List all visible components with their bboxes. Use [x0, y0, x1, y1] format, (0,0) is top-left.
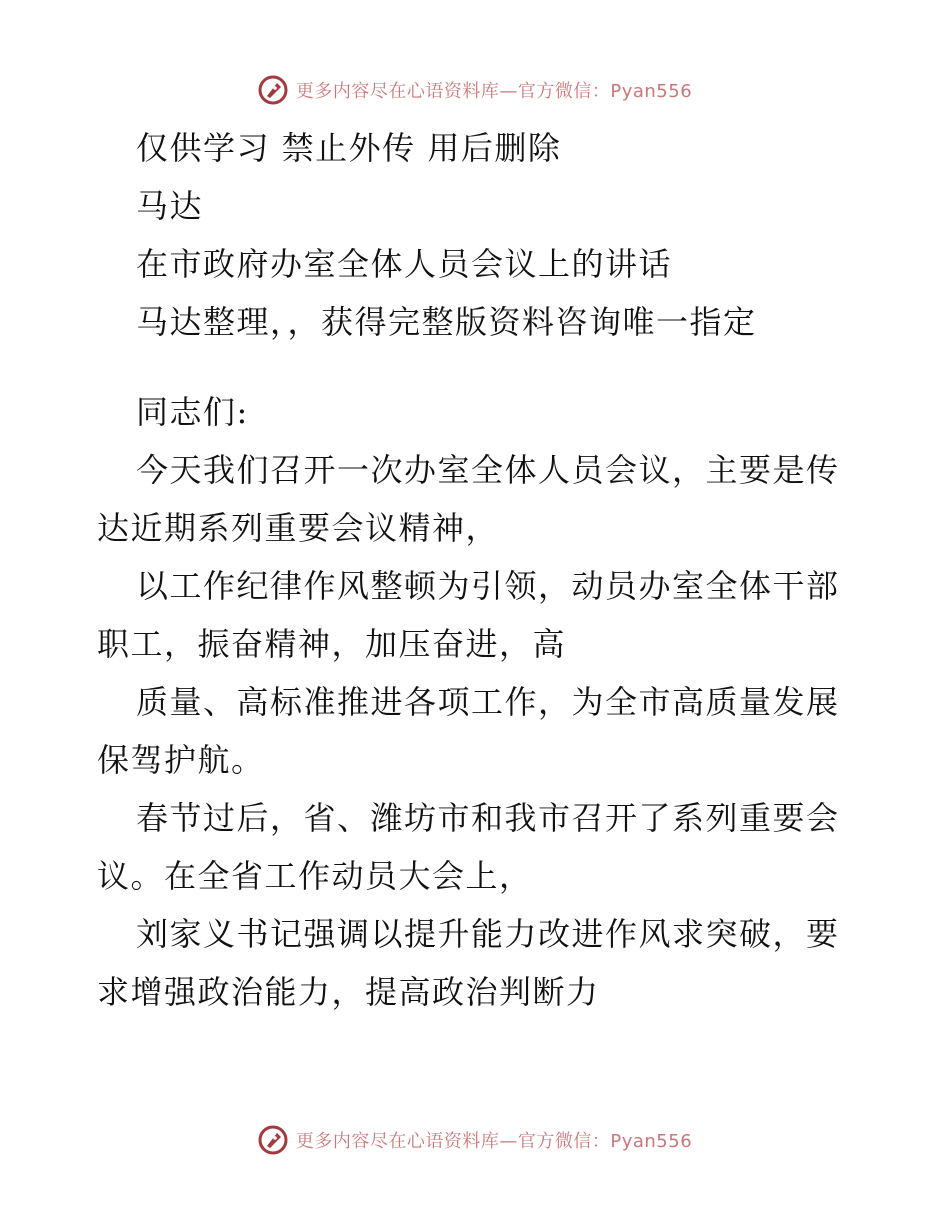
source-note-line: 马达整理，，获得完整版资料咨询唯一指定: [136, 303, 757, 341]
paragraph-4-line-1: 春节过后，省、潍坊市和我市召开了系列重要会: [136, 799, 840, 837]
paragraph-1-line-2: 达近期系列重要会议精神，: [97, 509, 500, 547]
notice-line: 仅供学习 禁止外传 用后删除: [136, 129, 562, 167]
salutation-line: 同志们:: [136, 393, 249, 431]
author-line: 马达: [136, 187, 204, 225]
paragraph-3-line-2: 保驾护航。: [97, 741, 265, 779]
speech-title: 在市政府办室全体人员会议上的讲话: [136, 245, 673, 283]
pen-nib-logo-icon: [258, 75, 288, 105]
footer-watermark-banner: [0, 1120, 950, 1160]
footer-watermark-text: 更多内容尽在心语资料库—官方微信：Pyan556: [295, 1131, 693, 1152]
paragraph-4-line-2: 议。在全省工作动员大会上，: [97, 857, 533, 895]
pen-nib-logo-icon: [258, 1125, 288, 1155]
paragraph-5-line-1: 刘家义书记强调以提升能力改进作风求突破，要: [136, 915, 840, 953]
paragraph-2-line-1: 以工作纪律作风整顿为引领，动员办室全体干部: [136, 567, 840, 605]
paragraph-3-line-1: 质量、高标准推进各项工作，为全市高质量发展: [136, 683, 840, 721]
paragraph-2-line-2: 职工，振奋精神，加压奋进，高: [97, 625, 567, 663]
paragraph-5-line-2: 求增强政治能力，提高政治判断力: [97, 973, 600, 1011]
header-watermark-banner: [0, 70, 950, 110]
header-watermark-text: 更多内容尽在心语资料库—官方微信：Pyan556: [295, 81, 693, 102]
paragraph-1-line-1: 今天我们召开一次办室全体人员会议，主要是传: [136, 451, 840, 489]
